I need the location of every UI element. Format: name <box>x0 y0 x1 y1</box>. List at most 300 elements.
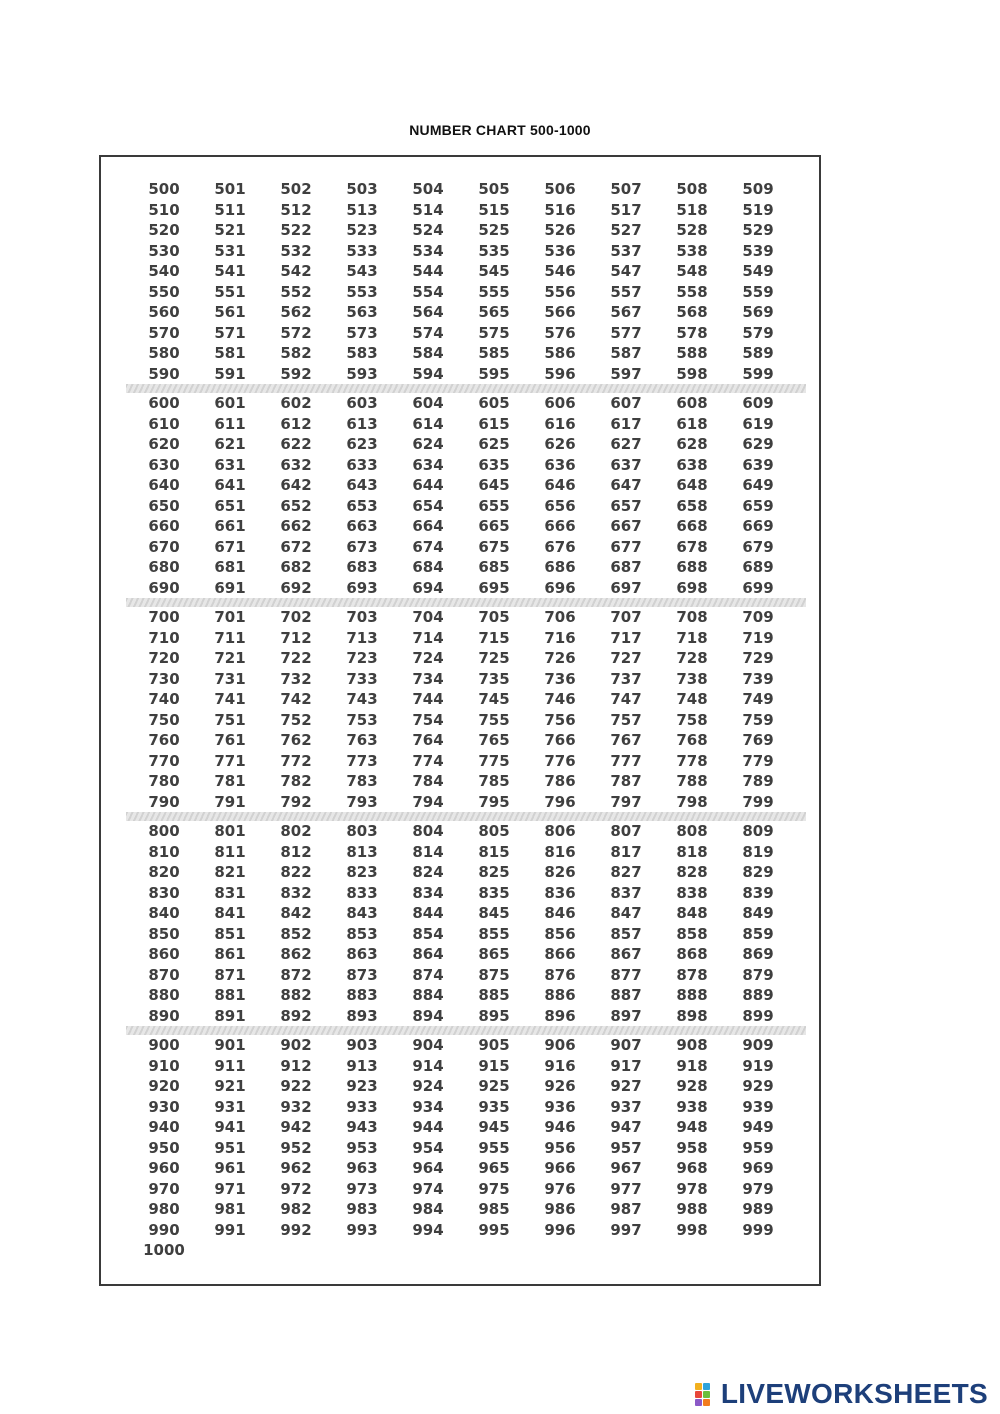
number-row <box>131 628 801 649</box>
number-cell: 799 <box>742 792 774 811</box>
number-cell: 802 <box>280 822 312 840</box>
number-cell: 774 <box>412 751 444 770</box>
number-cell: 877 <box>610 965 642 984</box>
number-cell: 997 <box>610 1220 642 1239</box>
number-cell: 978 <box>676 1179 708 1198</box>
number-cell: 698 <box>676 578 708 597</box>
number-cell: 839 <box>742 883 774 902</box>
number-cell: 502 <box>280 180 312 198</box>
number-cell: 507 <box>610 180 642 198</box>
number-row <box>131 302 801 323</box>
number-cell: 854 <box>412 924 444 943</box>
number-cell: 594 <box>412 364 444 383</box>
number-cell: 834 <box>412 883 444 902</box>
number-row <box>131 364 801 385</box>
number-row <box>131 200 801 221</box>
number-cell: 841 <box>214 904 246 922</box>
number-cell: 741 <box>214 690 246 708</box>
number-cell: 535 <box>478 241 510 260</box>
number-cell: 508 <box>676 180 708 198</box>
number-cell: 994 <box>412 1220 444 1239</box>
number-cell: 901 <box>214 1036 246 1054</box>
number-cell: 807 <box>610 822 642 840</box>
number-cell: 514 <box>412 200 444 219</box>
number-cell: 680 <box>148 558 180 576</box>
number-block <box>131 1035 801 1240</box>
number-cell: 650 <box>148 496 180 515</box>
number-cell: 643 <box>346 476 378 494</box>
number-cell: 664 <box>412 517 444 535</box>
number-cell: 846 <box>544 904 576 922</box>
number-cell: 793 <box>346 792 378 811</box>
final-row <box>131 1240 801 1261</box>
number-cell: 939 <box>742 1097 774 1116</box>
number-cell: 935 <box>478 1097 510 1116</box>
number-cell: 959 <box>742 1138 774 1157</box>
number-cell: 600 <box>148 394 180 412</box>
number-cell: 983 <box>346 1200 378 1218</box>
number-cell: 856 <box>544 924 576 943</box>
number-cell: 943 <box>346 1118 378 1136</box>
number-cell: 818 <box>676 842 708 861</box>
number-cell: 880 <box>148 986 180 1004</box>
number-cell: 909 <box>742 1036 774 1054</box>
number-cell: 668 <box>676 517 708 535</box>
number-cell: 733 <box>346 669 378 688</box>
number-cell: 676 <box>544 537 576 556</box>
number-cell: 763 <box>346 731 378 749</box>
number-cell: 737 <box>610 669 642 688</box>
number-cell: 921 <box>214 1077 246 1095</box>
number-cell: 986 <box>544 1200 576 1218</box>
number-cell: 800 <box>148 822 180 840</box>
number-cell: 599 <box>742 364 774 383</box>
number-cell: 861 <box>214 945 246 963</box>
number-cell: 645 <box>478 476 510 494</box>
number-block <box>131 821 801 1026</box>
number-cell: 869 <box>742 945 774 963</box>
number-cell: 526 <box>544 221 576 239</box>
number-cell: 767 <box>610 731 642 749</box>
number-cell: 775 <box>478 751 510 770</box>
number-row <box>131 944 801 965</box>
number-cell: 681 <box>214 558 246 576</box>
number-cell: 704 <box>412 608 444 626</box>
number-cell: 627 <box>610 435 642 453</box>
number-cell: 759 <box>742 710 774 729</box>
number-cell: 559 <box>742 282 774 301</box>
number-cell: 919 <box>742 1056 774 1075</box>
number-cell: 558 <box>676 282 708 301</box>
number-cell: 694 <box>412 578 444 597</box>
number-cell: 908 <box>676 1036 708 1054</box>
number-cell: 987 <box>610 1200 642 1218</box>
number-cell: 762 <box>280 731 312 749</box>
number-cell: 859 <box>742 924 774 943</box>
number-cell: 614 <box>412 414 444 433</box>
number-cell: 944 <box>412 1118 444 1136</box>
number-row <box>131 1097 801 1118</box>
number-cell: 569 <box>742 303 774 321</box>
number-cell: 754 <box>412 710 444 729</box>
number-cell: 708 <box>676 608 708 626</box>
number-cell: 772 <box>280 751 312 770</box>
number-cell: 973 <box>346 1179 378 1198</box>
number-cell: 743 <box>346 690 378 708</box>
number-row <box>131 1117 801 1138</box>
number-cell: 633 <box>346 455 378 474</box>
number-cell: 864 <box>412 945 444 963</box>
number-cell: 716 <box>544 628 576 647</box>
number-cell: 605 <box>478 394 510 412</box>
number-row <box>131 516 801 537</box>
number-row <box>131 414 801 435</box>
number-cell: 792 <box>280 792 312 811</box>
number-cell: 930 <box>148 1097 180 1116</box>
number-cell: 516 <box>544 200 576 219</box>
number-cell: 620 <box>148 435 180 453</box>
number-cell: 695 <box>478 578 510 597</box>
number-cell: 537 <box>610 241 642 260</box>
number-cell: 957 <box>610 1138 642 1157</box>
number-cell: 750 <box>148 710 180 729</box>
number-cell: 848 <box>676 904 708 922</box>
number-cell: 565 <box>478 303 510 321</box>
number-cell: 980 <box>148 1200 180 1218</box>
number-cell: 993 <box>346 1220 378 1239</box>
number-cell: 527 <box>610 221 642 239</box>
number-cell: 904 <box>412 1036 444 1054</box>
number-cell: 953 <box>346 1138 378 1157</box>
number-cell: 675 <box>478 537 510 556</box>
number-cell: 882 <box>280 986 312 1004</box>
number-cell: 872 <box>280 965 312 984</box>
number-row <box>131 648 801 669</box>
number-cell: 539 <box>742 241 774 260</box>
number-cell: 895 <box>478 1006 510 1025</box>
number-cell: 531 <box>214 241 246 260</box>
number-cell: 687 <box>610 558 642 576</box>
number-cell-final: 1000 <box>143 1241 185 1259</box>
number-cell: 753 <box>346 710 378 729</box>
number-cell: 962 <box>280 1159 312 1177</box>
number-cell: 916 <box>544 1056 576 1075</box>
number-row <box>131 455 801 476</box>
number-cell: 984 <box>412 1200 444 1218</box>
number-cell: 927 <box>610 1077 642 1095</box>
number-cell: 626 <box>544 435 576 453</box>
number-cell: 782 <box>280 772 312 790</box>
number-cell: 532 <box>280 241 312 260</box>
number-cell: 820 <box>148 863 180 881</box>
number-cell: 545 <box>478 262 510 280</box>
number-cell: 925 <box>478 1077 510 1095</box>
number-cell: 989 <box>742 1200 774 1218</box>
number-cell: 521 <box>214 221 246 239</box>
number-cell: 652 <box>280 496 312 515</box>
number-cell: 976 <box>544 1179 576 1198</box>
number-cell: 520 <box>148 221 180 239</box>
number-cell: 926 <box>544 1077 576 1095</box>
number-row <box>131 241 801 262</box>
number-cell: 946 <box>544 1118 576 1136</box>
number-cell: 553 <box>346 282 378 301</box>
number-cell: 797 <box>610 792 642 811</box>
number-cell: 608 <box>676 394 708 412</box>
number-cell: 595 <box>478 364 510 383</box>
number-cell: 706 <box>544 608 576 626</box>
number-cell: 555 <box>478 282 510 301</box>
number-cell: 928 <box>676 1077 708 1095</box>
number-cell: 910 <box>148 1056 180 1075</box>
number-cell: 638 <box>676 455 708 474</box>
number-cell: 582 <box>280 344 312 362</box>
number-cell: 843 <box>346 904 378 922</box>
number-row <box>131 862 801 883</box>
number-cell: 728 <box>676 649 708 667</box>
number-cell: 783 <box>346 772 378 790</box>
number-cell: 663 <box>346 517 378 535</box>
number-cell: 573 <box>346 323 378 342</box>
number-cell: 831 <box>214 883 246 902</box>
number-cell: 833 <box>346 883 378 902</box>
number-cell: 806 <box>544 822 576 840</box>
number-cell: 624 <box>412 435 444 453</box>
liveworksheets-logo <box>695 1378 988 1410</box>
number-row <box>131 557 801 578</box>
number-cell: 576 <box>544 323 576 342</box>
number-cell: 640 <box>148 476 180 494</box>
number-cell: 692 <box>280 578 312 597</box>
number-cell: 773 <box>346 751 378 770</box>
number-cell: 934 <box>412 1097 444 1116</box>
number-cell: 840 <box>148 904 180 922</box>
number-cell: 776 <box>544 751 576 770</box>
number-cell: 849 <box>742 904 774 922</box>
number-cell: 625 <box>478 435 510 453</box>
number-cell: 931 <box>214 1097 246 1116</box>
number-cell: 629 <box>742 435 774 453</box>
number-cell: 784 <box>412 772 444 790</box>
chart-title: NUMBER CHART 500-1000 <box>409 122 591 138</box>
number-cell: 888 <box>676 986 708 1004</box>
number-cell: 865 <box>478 945 510 963</box>
number-cell: 567 <box>610 303 642 321</box>
number-cell: 862 <box>280 945 312 963</box>
number-cell: 837 <box>610 883 642 902</box>
number-row <box>131 607 801 628</box>
number-cell: 671 <box>214 537 246 556</box>
number-cell: 794 <box>412 792 444 811</box>
number-cell: 617 <box>610 414 642 433</box>
number-cell: 574 <box>412 323 444 342</box>
number-cell: 826 <box>544 863 576 881</box>
number-cell: 524 <box>412 221 444 239</box>
number-cell: 682 <box>280 558 312 576</box>
number-cell: 868 <box>676 945 708 963</box>
number-cell: 815 <box>478 842 510 861</box>
number-cell: 845 <box>478 904 510 922</box>
number-cell: 757 <box>610 710 642 729</box>
number-cell: 705 <box>478 608 510 626</box>
number-row <box>131 475 801 496</box>
number-cell: 961 <box>214 1159 246 1177</box>
number-cell: 847 <box>610 904 642 922</box>
number-row <box>131 1056 801 1077</box>
number-cell: 557 <box>610 282 642 301</box>
number-cell: 952 <box>280 1138 312 1157</box>
number-cell: 677 <box>610 537 642 556</box>
number-cell: 766 <box>544 731 576 749</box>
number-cell: 801 <box>214 822 246 840</box>
number-cell: 813 <box>346 842 378 861</box>
number-cell: 893 <box>346 1006 378 1025</box>
number-cell: 788 <box>676 772 708 790</box>
number-cell: 542 <box>280 262 312 280</box>
number-cell: 575 <box>478 323 510 342</box>
number-row <box>131 771 801 792</box>
number-cell: 855 <box>478 924 510 943</box>
number-cell: 729 <box>742 649 774 667</box>
number-cell: 999 <box>742 1220 774 1239</box>
number-row <box>131 537 801 558</box>
number-cell: 842 <box>280 904 312 922</box>
number-cell: 693 <box>346 578 378 597</box>
number-row <box>131 792 801 813</box>
number-cell: 560 <box>148 303 180 321</box>
number-cell: 673 <box>346 537 378 556</box>
number-cell: 742 <box>280 690 312 708</box>
number-cell: 504 <box>412 180 444 198</box>
number-cell: 786 <box>544 772 576 790</box>
number-cell: 709 <box>742 608 774 626</box>
number-cell: 974 <box>412 1179 444 1198</box>
number-cell: 765 <box>478 731 510 749</box>
number-cell: 829 <box>742 863 774 881</box>
number-cell: 883 <box>346 986 378 1004</box>
number-cell: 871 <box>214 965 246 984</box>
number-cell: 686 <box>544 558 576 576</box>
number-cell: 936 <box>544 1097 576 1116</box>
number-cell: 678 <box>676 537 708 556</box>
number-cell: 804 <box>412 822 444 840</box>
number-cell: 622 <box>280 435 312 453</box>
number-cell: 712 <box>280 628 312 647</box>
number-cell: 825 <box>478 863 510 881</box>
number-cell: 571 <box>214 323 246 342</box>
number-cell: 932 <box>280 1097 312 1116</box>
number-cell: 731 <box>214 669 246 688</box>
number-cell: 951 <box>214 1138 246 1157</box>
number-cell: 551 <box>214 282 246 301</box>
number-cell: 981 <box>214 1200 246 1218</box>
number-cell: 517 <box>610 200 642 219</box>
number-cell: 510 <box>148 200 180 219</box>
number-cell: 666 <box>544 517 576 535</box>
number-row <box>131 323 801 344</box>
number-cell: 823 <box>346 863 378 881</box>
number-cell: 764 <box>412 731 444 749</box>
number-cell: 667 <box>610 517 642 535</box>
number-cell: 760 <box>148 731 180 749</box>
number-cell: 503 <box>346 180 378 198</box>
number-cell: 995 <box>478 1220 510 1239</box>
number-cell: 918 <box>676 1056 708 1075</box>
number-cell: 639 <box>742 455 774 474</box>
number-cell: 998 <box>676 1220 708 1239</box>
number-cell: 835 <box>478 883 510 902</box>
block-separator <box>126 384 806 393</box>
number-cell: 892 <box>280 1006 312 1025</box>
number-cell: 724 <box>412 649 444 667</box>
number-cell: 819 <box>742 842 774 861</box>
number-cell: 540 <box>148 262 180 280</box>
number-cell: 956 <box>544 1138 576 1157</box>
number-cell: 655 <box>478 496 510 515</box>
number-cell: 756 <box>544 710 576 729</box>
number-row <box>131 1076 801 1097</box>
number-cell: 726 <box>544 649 576 667</box>
number-cell: 979 <box>742 1179 774 1198</box>
number-cell: 688 <box>676 558 708 576</box>
number-cell: 988 <box>676 1200 708 1218</box>
number-row <box>131 179 801 200</box>
number-cell: 920 <box>148 1077 180 1095</box>
number-cell: 942 <box>280 1118 312 1136</box>
number-cell: 923 <box>346 1077 378 1095</box>
number-cell: 597 <box>610 364 642 383</box>
number-row <box>131 751 801 772</box>
number-cell: 713 <box>346 628 378 647</box>
number-cell: 691 <box>214 578 246 597</box>
number-cell: 615 <box>478 414 510 433</box>
number-cell: 734 <box>412 669 444 688</box>
number-cell: 505 <box>478 180 510 198</box>
number-cell: 844 <box>412 904 444 922</box>
number-cell: 714 <box>412 628 444 647</box>
number-cell: 992 <box>280 1220 312 1239</box>
number-cell: 696 <box>544 578 576 597</box>
block-separator <box>126 1026 806 1035</box>
number-row <box>131 821 801 842</box>
number-cell: 824 <box>412 863 444 881</box>
number-cell: 991 <box>214 1220 246 1239</box>
number-cell: 710 <box>148 628 180 647</box>
number-cell: 884 <box>412 986 444 1004</box>
number-cell: 657 <box>610 496 642 515</box>
logo-text: LIVEWORKSHEETS <box>720 1378 988 1409</box>
number-cell: 768 <box>676 731 708 749</box>
number-cell: 669 <box>742 517 774 535</box>
number-cell: 572 <box>280 323 312 342</box>
number-cell: 817 <box>610 842 642 861</box>
number-cell: 658 <box>676 496 708 515</box>
number-cell: 602 <box>280 394 312 412</box>
number-cell: 583 <box>346 344 378 362</box>
number-cell: 501 <box>214 180 246 198</box>
number-cell: 954 <box>412 1138 444 1157</box>
number-cell: 659 <box>742 496 774 515</box>
number-cell: 506 <box>544 180 576 198</box>
number-row <box>131 1220 801 1241</box>
number-cell: 873 <box>346 965 378 984</box>
number-cell: 611 <box>214 414 246 433</box>
number-cell: 660 <box>148 517 180 535</box>
number-cell: 899 <box>742 1006 774 1025</box>
number-cell: 697 <box>610 578 642 597</box>
number-cell: 656 <box>544 496 576 515</box>
number-cell: 963 <box>346 1159 378 1177</box>
